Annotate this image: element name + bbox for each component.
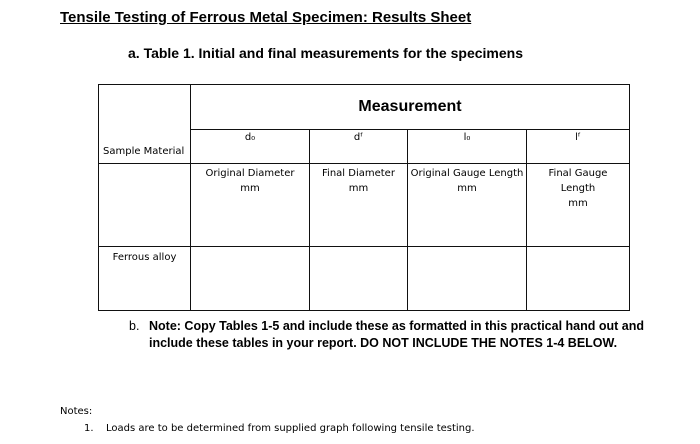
col-name: Final Diameter [322,168,395,179]
value-cell[interactable] [191,247,310,311]
col-unit: mm [348,183,369,194]
symbol-l0: l₀ [408,130,527,164]
note-number: 1. [84,423,94,434]
col-name: Length [560,183,596,194]
notes-heading: Notes: [60,406,93,417]
col-name: Original Gauge Length [410,168,524,179]
col-unit: mm [457,183,477,194]
symbol-d0: d₀ [191,130,310,164]
page-title: Tensile Testing of Ferrous Metal Specimen: Results Sheet [60,9,472,26]
value-cell[interactable] [408,247,527,311]
value-cell[interactable] [527,247,630,311]
value-cell[interactable] [310,247,408,311]
note-text: Loads are to be determined from supplied graph following tensile testing. [106,423,475,434]
measurement-header: Measurement [191,85,630,130]
col-final-gauge-length [527,164,630,247]
col-name: Final Gauge [548,168,608,179]
col-name: Original Diameter [205,168,295,179]
table-row [99,247,630,311]
column-label-row [99,164,630,247]
col-unit: mm [240,183,260,194]
sample-material-cell [99,146,191,247]
symbol-lf: lᶠ [527,130,630,164]
col-original-diameter [191,164,310,247]
table-header-row [99,85,630,130]
note-b [129,318,669,352]
table-caption: a. Table 1. Initial and final measurements for the specimens [128,45,523,61]
note-item [84,423,475,434]
symbol-df: dᶠ [310,130,408,164]
material-cell: Ferrous alloy [99,247,191,311]
note-b-text: Note: Copy Tables 1-5 and include these as formatted in this practical hand out and include these tables in your report. DO NOT INCLUDE THE NOTES 1-4 BELOW. [149,319,644,350]
col-original-gauge-length [408,164,527,247]
sample-material-label: Sample Material [103,146,185,157]
note-b-label: b. [129,319,140,333]
results-table [98,84,630,311]
col-final-diameter [310,164,408,247]
col-unit: mm [568,198,588,209]
